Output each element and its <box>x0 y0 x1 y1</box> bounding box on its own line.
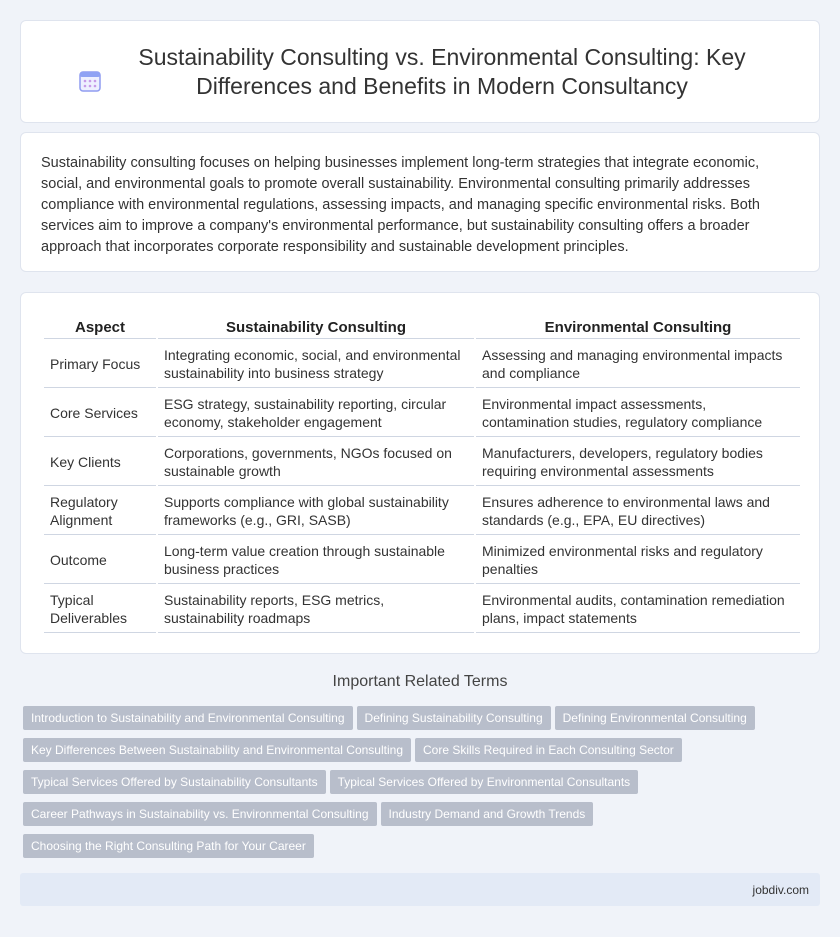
header-environmental: Environmental Consulting <box>476 313 800 339</box>
page-title: Sustainability Consulting vs. Environmental Consulting: Key Differences and Benefits in Modern Consultancy <box>138 43 746 99</box>
related-term-tag[interactable]: Typical Services Offered by Sustainability Consultants <box>23 770 326 794</box>
related-terms-title: Important Related Terms <box>332 673 508 690</box>
title-card <box>20 20 820 123</box>
table-row <box>44 437 800 486</box>
table-row <box>44 486 800 535</box>
table-row <box>44 339 800 388</box>
header-aspect: Aspect <box>44 313 156 339</box>
aspect-cell: Regulatory Alignment <box>44 486 156 535</box>
table-header-row <box>44 313 800 339</box>
aspect-cell: Core Services <box>44 388 156 437</box>
sustainability-cell: Corporations, governments, NGOs focused on sustainable growth <box>158 437 474 486</box>
related-term-tag[interactable]: Career Pathways in Sustainability vs. Environmental Consulting <box>23 802 377 826</box>
environmental-cell: Environmental audits, contamination remediation plans, impact statements <box>476 584 800 633</box>
environmental-cell: Environmental impact assessments, contamination studies, regulatory compliance <box>476 388 800 437</box>
sustainability-cell: Long-term value creation through sustainable business practices <box>158 535 474 584</box>
aspect-cell: Primary Focus <box>44 339 156 388</box>
comparison-table <box>42 313 802 633</box>
table-row <box>44 388 800 437</box>
table-row <box>44 584 800 633</box>
related-term-tag[interactable]: Key Differences Between Sustainability and Environmental Consulting <box>23 738 411 762</box>
sustainability-cell: ESG strategy, sustainability reporting, circular economy, stakeholder engagement <box>158 388 474 437</box>
related-term-tag[interactable]: Defining Environmental Consulting <box>555 706 755 730</box>
related-term-tag[interactable]: Defining Sustainability Consulting <box>357 706 551 730</box>
related-term-tag[interactable]: Introduction to Sustainability and Environmental Consulting <box>23 706 353 730</box>
table-row <box>44 535 800 584</box>
aspect-cell: Typical Deliverables <box>44 584 156 633</box>
environmental-cell: Assessing and managing environmental impacts and compliance <box>476 339 800 388</box>
environmental-cell: Manufacturers, developers, regulatory bodies requiring environmental assessments <box>476 437 800 486</box>
footer-site-link[interactable]: jobdiv.com <box>752 883 809 897</box>
calendar-icon <box>78 69 102 93</box>
related-term-tag[interactable]: Typical Services Offered by Environmental Consultants <box>330 770 639 794</box>
related-terms-list <box>23 706 813 866</box>
environmental-cell: Minimized environmental risks and regulatory penalties <box>476 535 800 584</box>
related-term-tag[interactable]: Core Skills Required in Each Consulting Sector <box>415 738 682 762</box>
comparison-table-card <box>20 292 820 654</box>
intro-paragraph: Sustainability consulting focuses on helping businesses implement long-term strategies that integrate economic, social, and environmental goals to promote overall sustainability. Environmental consulting primarily addresses compliance with environmental regulations, assessing impacts, and managing specific environmental risks. Both services aim to improve a company's environmental performance, but sustainability consulting offers a broader approach that incorporates corporate responsibility and sustainable development principles. <box>41 155 760 255</box>
related-term-tag[interactable]: Choosing the Right Consulting Path for Your Career <box>23 834 314 858</box>
sustainability-cell: Supports compliance with global sustainability frameworks (e.g., GRI, SASB) <box>158 486 474 535</box>
intro-card <box>20 132 820 272</box>
environmental-cell: Ensures adherence to environmental laws and standards (e.g., EPA, EU directives) <box>476 486 800 535</box>
sustainability-cell: Sustainability reports, ESG metrics, sustainability roadmaps <box>158 584 474 633</box>
aspect-cell: Key Clients <box>44 437 156 486</box>
related-term-tag[interactable]: Industry Demand and Growth Trends <box>381 802 594 826</box>
header-sustainability: Sustainability Consulting <box>158 313 474 339</box>
footer <box>20 873 820 906</box>
sustainability-cell: Integrating economic, social, and environmental sustainability into business strategy <box>158 339 474 388</box>
aspect-cell: Outcome <box>44 535 156 584</box>
